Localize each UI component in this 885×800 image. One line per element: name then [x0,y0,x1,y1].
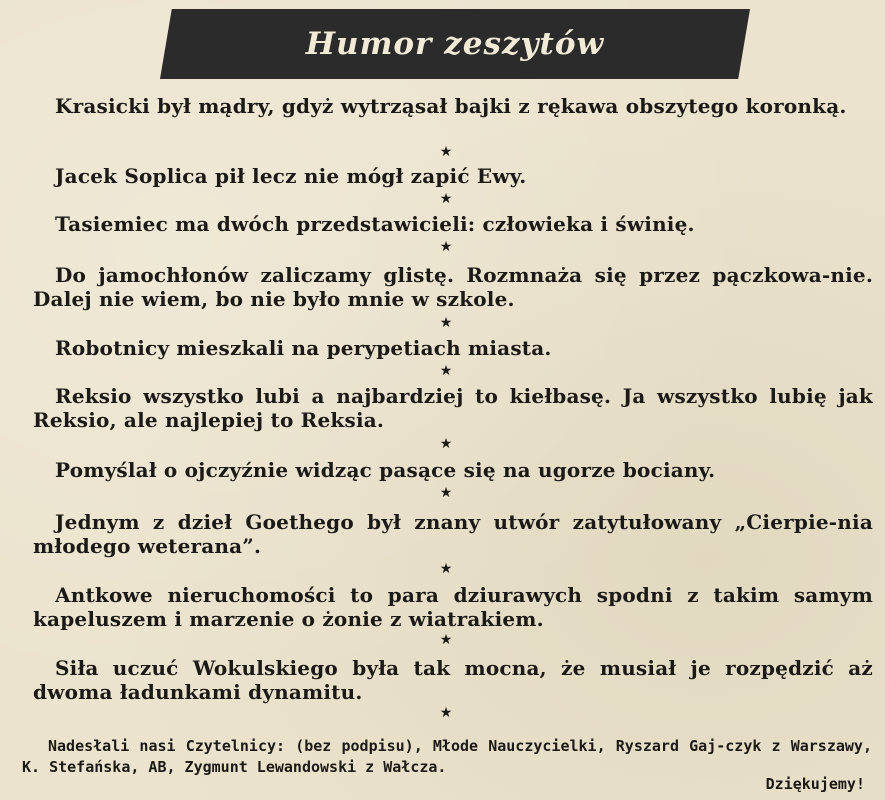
joke-entry-10: Siła uczuć Wokulskiego była tak mocna, że musiał je rozpędzić aż dwoma ładunkami dynamitu. [33,656,873,704]
joke-entry-8: Jednym z dzieł Goethego był znany utwór zatytułowany „Cierpie-nia młodego weterana”. [33,510,873,558]
star-separator: ★ [439,363,453,379]
joke-entry-9: Antkowe nieruchomości to para dziurawych spodni z takim samym kapeluszem i marzenie o żonie z wiatrakiem. [33,583,873,631]
joke-entry-5: Robotnicy mieszkali na perypetiach miasta. [55,336,552,360]
thanks-note: Dziękujemy! [765,775,865,793]
star-separator: ★ [439,705,453,721]
joke-entry-6: Reksio wszystko lubi a najbardziej to kiełbasę. Ja wszystko lubię jak Reksio, ale najlepiej to Reksia. [33,384,873,432]
star-separator: ★ [439,561,453,577]
joke-entry-7: Pomyślał o ojczyźnie widząc pasące się na ugorze bociany. [55,458,716,482]
joke-entry-4: Do jamochłonów zaliczamy glistę. Rozmnaża się przez pączkowa-nie. Dalej nie wiem, bo nie było mnie w szkole. [33,263,873,311]
star-separator: ★ [439,315,453,331]
joke-entry-3: Tasiemiec ma dwóch przedstawicieli: człowieka i świnię. [55,212,695,236]
section-title: Humor zeszytów [305,26,605,62]
star-separator: ★ [439,436,453,452]
star-separator: ★ [439,144,453,160]
joke-entry-2: Jacek Soplica pił lecz nie mógł zapić Ewy. [55,164,527,188]
star-separator: ★ [439,239,453,255]
joke-entry-1: Krasicki był mądry, gdyż wytrząsał bajki z rękawa obszytego koronką. [55,94,847,118]
reader-credits: Nadesłali nasi Czytelnicy: (bez podpisu), Młode Nauczycielki, Ryszard Gaj-czyk z Warszawy, K. Stefańska, AB, Zygmunt Lewandowski z Wałcza. [22,737,872,776]
star-separator: ★ [439,485,453,501]
star-separator: ★ [439,632,453,648]
star-separator: ★ [439,191,453,207]
